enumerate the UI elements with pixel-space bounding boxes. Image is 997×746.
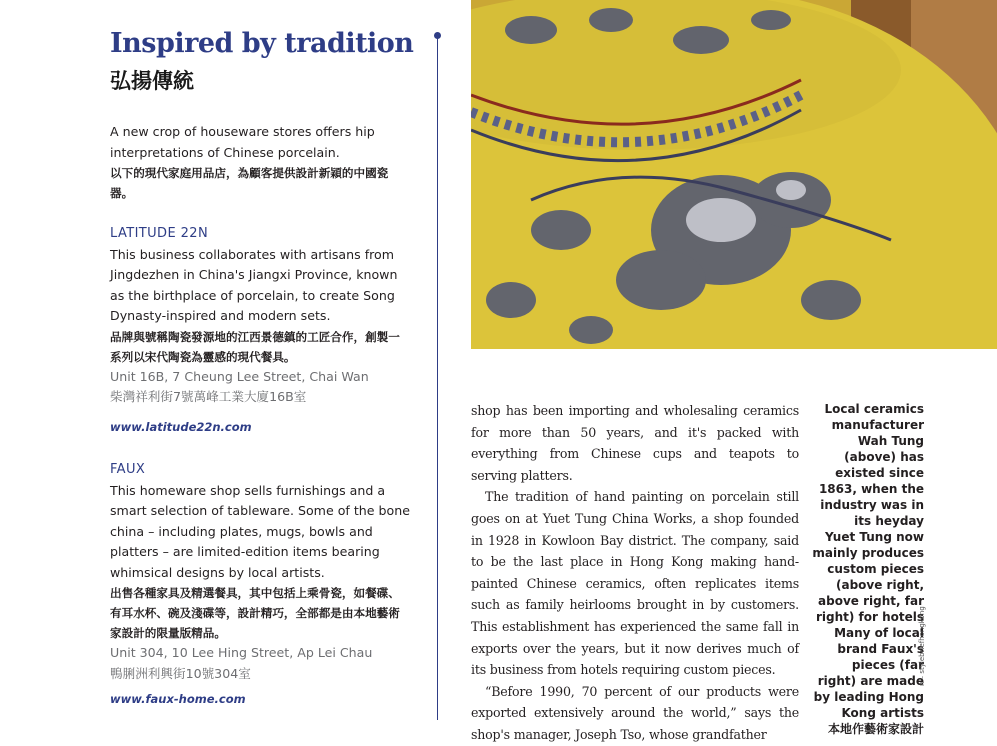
divider-dot [434,32,441,39]
listing-address: Unit 16B, 7 Cheung Lee Street, Chai Wan [110,368,369,384]
listing-address: Unit 304, 10 Lee Hing Street, Ap Lei Chau [110,645,373,660]
caption-item: 本地作藝術家設計 [827,722,924,736]
column-divider [437,36,438,720]
body-paragraph: shop has been importing and wholesaling ceramics for more than 50 years, and it's packed with everything from Chinese cups and teapots to serving platters. [471,403,799,483]
listing-description: This business collaborates with artisans from Jingdezhen in China's Jiangxi Province, known as the birthplace of porcelain, to create Song Dynasty-inspired and modern sets. [110,246,398,323]
page-title: Inspired by tradition [110,28,414,59]
faux-website-link[interactable]: www.faux-home.com [110,692,246,706]
listing-description: This homeware shop sells furnishings and a smart selection of tableware. Some of the bone china – including plates, mugs, bowls and platters – are limited-edition items bearing whimsical designs by local artists. [110,482,410,580]
latitude-website-link[interactable]: www.latitude22n.com [110,420,252,434]
listing-heading: LATITUDE 22N [110,226,209,241]
listing-heading: FAUX [110,462,146,477]
caption-item: Yuet Tung now mainly produces custom pieces (above right, above right, far right) for hotels [812,530,924,624]
page-title-chinese: 弘揚傳統 [110,69,194,93]
photo-captions [812,401,924,737]
listing-faux [110,460,410,684]
intro-chinese: 以下的現代家庭用品店，為顧客提供設計新穎的中國瓷器。 [110,166,389,200]
vase-photo [471,0,997,349]
listing-address-chinese: 柴灣祥利街7號萬峰工業大廈16B室 [110,389,307,404]
listing-address-chinese: 鴨脷洲利興街10號304室 [110,665,251,681]
caption-item: Local ceramics manufacturer Wah Tung (above) has existed since 1863, when the industry was in its heyday [818,402,924,528]
body-paragraph: The tradition of hand painting on porcelain still goes on at Yuet Tung China Works, a shop founded in 1928 in Kowloon Bay district. The company, said to be the last place in Hong Kong making hand-painted Chinese ceramics, often replicates items such as family heirlooms brought in by customers. This establishment has experienced the same fall in exports over the years, but it now derives much of its business from hotels requiring custom pieces. [471,489,799,678]
photo-credit: n – stylebriefhongkong [918,606,926,686]
intro [110,122,410,203]
caption-item: Many of local brand Faux's pieces (far right) are made by leading Hong Kong artists [813,626,924,720]
article-body [471,400,799,746]
listing-latitude22n [110,224,410,408]
listing-description-chinese: 品牌與號稱陶瓷發源地的江西景德鎮的工匠合作，創製一系列以宋代陶瓷為靈感的現代餐具。 [110,329,400,364]
intro-english: A new crop of houseware stores offers hip interpretations of Chinese porcelain. [110,124,375,160]
listing-description-chinese: 出售各種家具及精選餐具，其中包括上乘骨瓷，如餐碟、有耳水杯、碗及淺碟等，設計精巧，全部都是由本地藝術家設計的限量版精品。 [110,586,400,640]
body-paragraph: “Before 1990, 70 percent of our products were exported extensively around the world,” says the shop's manager, Joseph Tso, whose grandfather [471,683,799,742]
